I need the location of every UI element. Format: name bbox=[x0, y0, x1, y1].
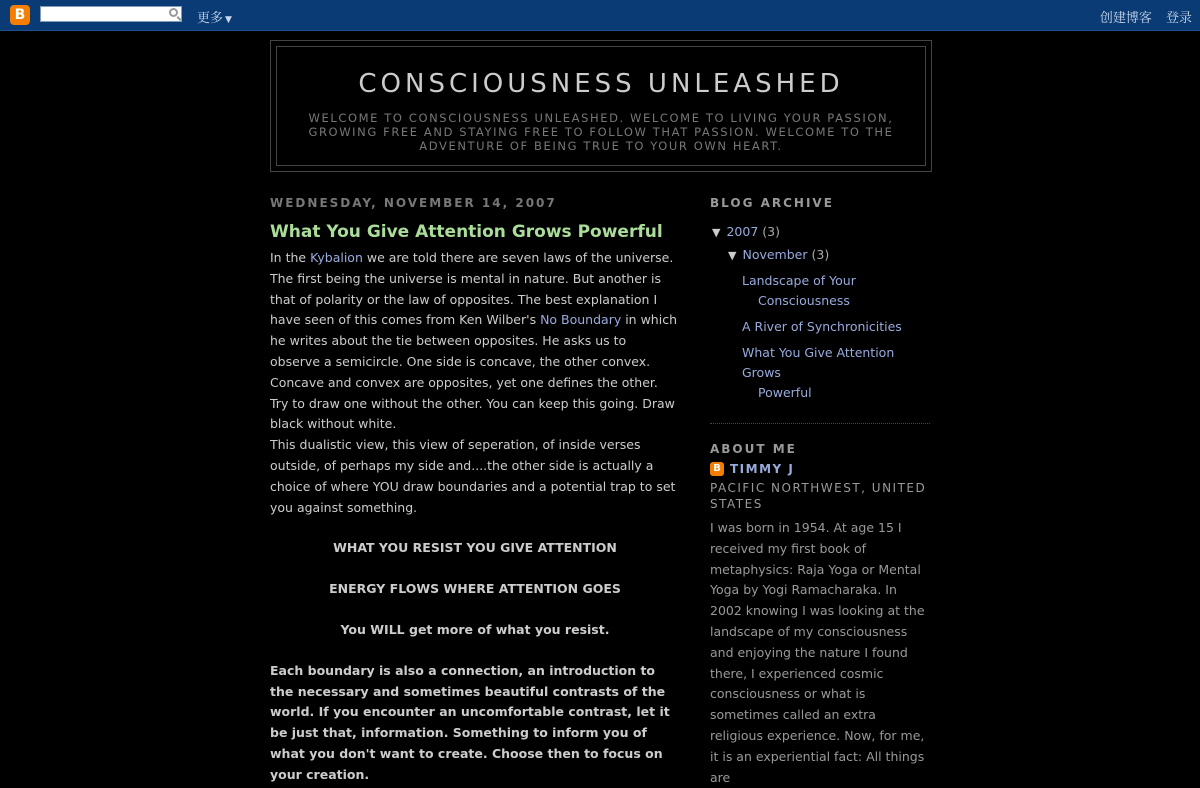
post-paragraph-3: Each boundary is also a connection, an introduction to the necessary and sometimes beautiful contrasts of the world. If you encounter an uncomfortable contrast, let it be just that, information. Something to inform you of what you don't want to create. Choose then to focus on your creation. bbox=[270, 662, 670, 782]
archive-post-line[interactable]: Powerful bbox=[758, 385, 812, 400]
blog-title[interactable]: CONSCIOUSNESS UNLEASHED bbox=[358, 69, 844, 99]
archive-year-count: (3) bbox=[762, 224, 780, 239]
blog-description: WELCOME TO CONSCIOUSNESS UNLEASHED. WELCOME TO LIVING YOUR PASSION, GROWING FREE AND STAYING FREE TO FOLLOW THAT PASSION. WELCOME TO THE ADVENTURE OF BEING TRUE TO YOUR OWN HEART. bbox=[308, 111, 894, 153]
archive-post-line[interactable]: A River of Synchronicities bbox=[742, 319, 902, 334]
archive-post-link[interactable] bbox=[742, 317, 930, 337]
login-link[interactable]: 登录 bbox=[1165, 11, 1192, 26]
archive-year-link[interactable]: 2007 bbox=[726, 224, 759, 239]
more-label: 更多 bbox=[197, 11, 224, 26]
archive-post-line[interactable]: Landscape of Your bbox=[742, 273, 856, 288]
no-boundary-link[interactable]: No Boundary bbox=[540, 312, 622, 328]
blogger-logo-icon[interactable]: B bbox=[10, 5, 30, 25]
post-date: WEDNESDAY, NOVEMBER 14, 2007 bbox=[270, 196, 557, 210]
profile bbox=[710, 462, 930, 476]
post-paragraph-1 bbox=[270, 248, 680, 435]
divider bbox=[710, 423, 930, 424]
archive-post-line[interactable]: What You Give Attention Grows bbox=[742, 345, 895, 380]
more-menu-button[interactable] bbox=[197, 7, 232, 26]
blogger-navbar bbox=[0, 0, 1200, 31]
post-emphasis-3: You WILL get more of what you resist. bbox=[340, 621, 610, 637]
sidebar bbox=[710, 196, 930, 788]
archive-month-link[interactable]: November bbox=[742, 247, 808, 262]
blog-header bbox=[270, 40, 932, 172]
post-text: we are told there are seven laws of the universe. The first being the universe is mental in nature. But another is that of polarity or the law of opposites. The best explanation I have seen of this comes from Ken Wilber's bbox=[270, 250, 674, 328]
archive-post-line[interactable]: Consciousness bbox=[758, 293, 850, 308]
chevron-down-icon: ▼ bbox=[225, 15, 232, 25]
kybalion-link[interactable]: Kybalion bbox=[310, 250, 363, 265]
post-paragraph-2: This dualistic view, this view of seperation, of inside verses outside, of perhaps my side and....the other side is actually a choice of where YOU draw boundaries and a potential trap to set you against something. bbox=[270, 437, 676, 515]
archive-year[interactable] bbox=[712, 222, 930, 243]
navbar-links bbox=[1090, 7, 1192, 26]
search-input[interactable] bbox=[40, 6, 182, 22]
toggle-down-icon[interactable]: ▼ bbox=[712, 226, 721, 239]
about-heading: ABOUT ME bbox=[710, 442, 797, 456]
about-text: I was born in 1954. At age 15 I received my first book of metaphysics: Raja Yoga or Mental Yoga by Yogi Ramacharaka. In 2002 knowing I was looking at the landscape of my consciousness and enjoying the nature I found there, I experienced cosmic consciousness or what is sometimes called an extra religious experience. Now, for me, it is an experiential fact: All things are bbox=[710, 520, 925, 785]
blog-header-inner bbox=[276, 46, 926, 166]
post-body bbox=[270, 248, 680, 786]
archive-post-link[interactable] bbox=[742, 271, 930, 311]
post-text: in which he writes about the tie between opposites. He asks us to observe a semicircle. One side is concave, the other convex. Concave and convex are opposites, yet one defines the other. Try to draw one without the other. You can keep this going. Draw black without white. bbox=[270, 312, 677, 432]
main-column bbox=[270, 196, 680, 786]
archive-month[interactable] bbox=[728, 245, 930, 266]
archive-post-link[interactable] bbox=[742, 343, 930, 403]
profile-name-link[interactable]: TIMMY J bbox=[730, 462, 795, 476]
create-blog-link[interactable]: 创建博客 bbox=[1099, 11, 1152, 26]
search-icon[interactable] bbox=[169, 8, 178, 17]
archive-heading: BLOG ARCHIVE bbox=[710, 196, 834, 210]
toggle-down-icon[interactable]: ▼ bbox=[728, 249, 737, 262]
blogger-profile-icon: B bbox=[710, 462, 724, 476]
profile-location: PACIFIC NORTHWEST, UNITED STATES bbox=[710, 481, 927, 511]
blog-archive bbox=[710, 222, 930, 403]
archive-month-count: (3) bbox=[811, 247, 830, 262]
post-emphasis-2: ENERGY FLOWS WHERE ATTENTION GOES bbox=[329, 581, 621, 597]
post-title[interactable]: What You Give Attention Grows Powerful bbox=[270, 222, 663, 242]
post-text: In the bbox=[270, 250, 311, 265]
post-emphasis-1: WHAT YOU RESIST YOU GIVE ATTENTION bbox=[333, 540, 617, 556]
